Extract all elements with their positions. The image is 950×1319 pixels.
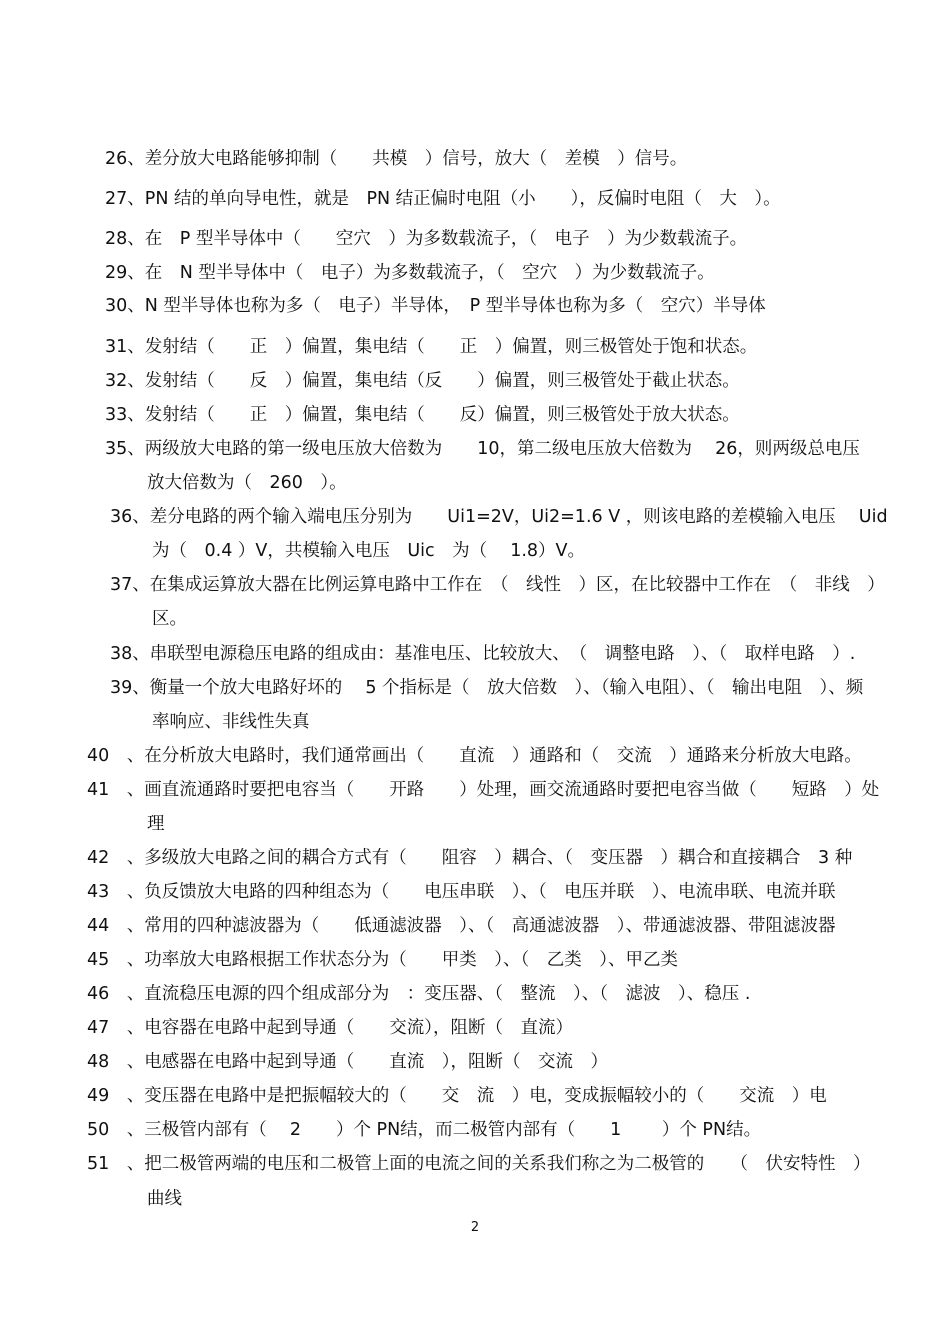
- text-line: 44 、常用的四种滤波器为（ 低通滤波器 ）、（ 高通滤波器 ）、带通滤波器、带阻滤波器: [87, 916, 836, 936]
- text-line: 43 、负反馈放大电路的四种组态为（ 电压串联 ）、（ 电压并联 ）、电流串联、电流并联: [87, 882, 836, 902]
- text-line: 45 、功率放大电路根据工作状态分为（ 甲类 ）、（ 乙类 ）、甲乙类: [87, 950, 679, 970]
- text-line: 29、在 N 型半导体中（ 电子）为多数载流子，（ 空穴 ）为少数载流子。: [105, 263, 715, 283]
- text-line: 区。: [152, 609, 187, 629]
- text-line: 51 、把二极管两端的电压和二极管上面的电流之间的关系我们称之为二极管的 （ 伏安特性 ）: [87, 1154, 871, 1174]
- text-line: 理: [147, 814, 165, 834]
- text-line: 49 、变压器在电路中是把振幅较大的（ 交 流 ）电，变成振幅较小的（ 交流 ）电: [87, 1086, 827, 1106]
- text-line: 32、发射结（ 反 ）偏置，集电结（反 ）偏置，则三极管处于截止状态。: [105, 371, 740, 391]
- text-line: 38、串联型电源稳压电路的组成由：基准电压、比较放大、 （ 调整电路 ）、（ 取样电路 ）.: [110, 644, 856, 664]
- text-line: 36、差分电路的两个输入端电压分别为 Ui1=2V，Ui2=1.6 V ，则该电路的差模输入电压 Uid: [110, 507, 888, 527]
- text-line: 为（ 0.4 ）V，共模输入电压 Uic 为（ 1.8）V。: [152, 541, 586, 561]
- text-line: 26、差分放大电路能够抑制（ 共模 ）信号，放大（ 差模 ）信号。: [105, 149, 688, 169]
- text-line: 28、在 P 型半导体中（ 空穴 ）为多数载流子，（ 电子 ）为少数载流子。: [105, 229, 748, 249]
- page-number: 2: [470, 1220, 480, 1235]
- text-line: 放大倍数为（ 260 ）。: [147, 473, 347, 493]
- text-line: 31、发射结（ 正 ）偏置，集电结（ 正 ）偏置，则三极管处于饱和状态。: [105, 337, 758, 357]
- text-line: 率响应、非线性失真: [152, 712, 310, 732]
- text-line: 曲线: [147, 1189, 182, 1209]
- text-line: 33、发射结（ 正 ）偏置，集电结（ 反）偏置，则三极管处于放大状态。: [105, 405, 740, 425]
- text-line: 39、衡量一个放大电路好坏的 5 个指标是（ 放大倍数 ）、（输入电阻）、（ 输出电阻 ）、频: [110, 678, 864, 698]
- text-line: 27、PN 结的单向导电性，就是 PN 结正偏时电阻（小 ），反偏时电阻（ 大 ）。: [105, 189, 781, 209]
- text-line: 46 、直流稳压电源的四个组成部分为 ：变压器、（ 整流 ）、（ 滤波 ）、稳压 .: [87, 984, 751, 1004]
- text-line: 48 、电感器在电路中起到导通（ 直流 ），阻断（ 交流 ）: [87, 1052, 609, 1072]
- text-line: 41 、画直流通路时要把电容当（ 开路 ）处理，画交流通路时要把电容当做（ 短路 ）处: [87, 780, 880, 800]
- text-line: 42 、多级放大电路之间的耦合方式有（ 阻容 ）耦合、（ 变压器 ）耦合和直接耦合 3 种: [87, 848, 853, 868]
- text-line: 47 、电容器在电路中起到导通（ 交流），阻断（ 直流）: [87, 1018, 574, 1038]
- text-line: 40 、在分析放大电路时，我们通常画出（ 直流 ）通路和（ 交流 ）通路来分析放大电路。: [87, 746, 862, 766]
- text-line: 30、N 型半导体也称为多（ 电子）半导体， P 型半导体也称为多（ 空穴）半导体: [105, 296, 766, 316]
- text-line: 37、在集成运算放大器在比例运算电路中工作在 （ 线性 ）区，在比较器中工作在 （ 非线 ）: [110, 575, 885, 595]
- text-line: 50 、三极管内部有（ 2 ）个 PN结，而二极管内部有（ 1 ）个 PN结。: [87, 1120, 762, 1140]
- text-line: 35、两级放大电路的第一级电压放大倍数为 10，第二级电压放大倍数为 26，则两级总电压: [105, 439, 860, 459]
